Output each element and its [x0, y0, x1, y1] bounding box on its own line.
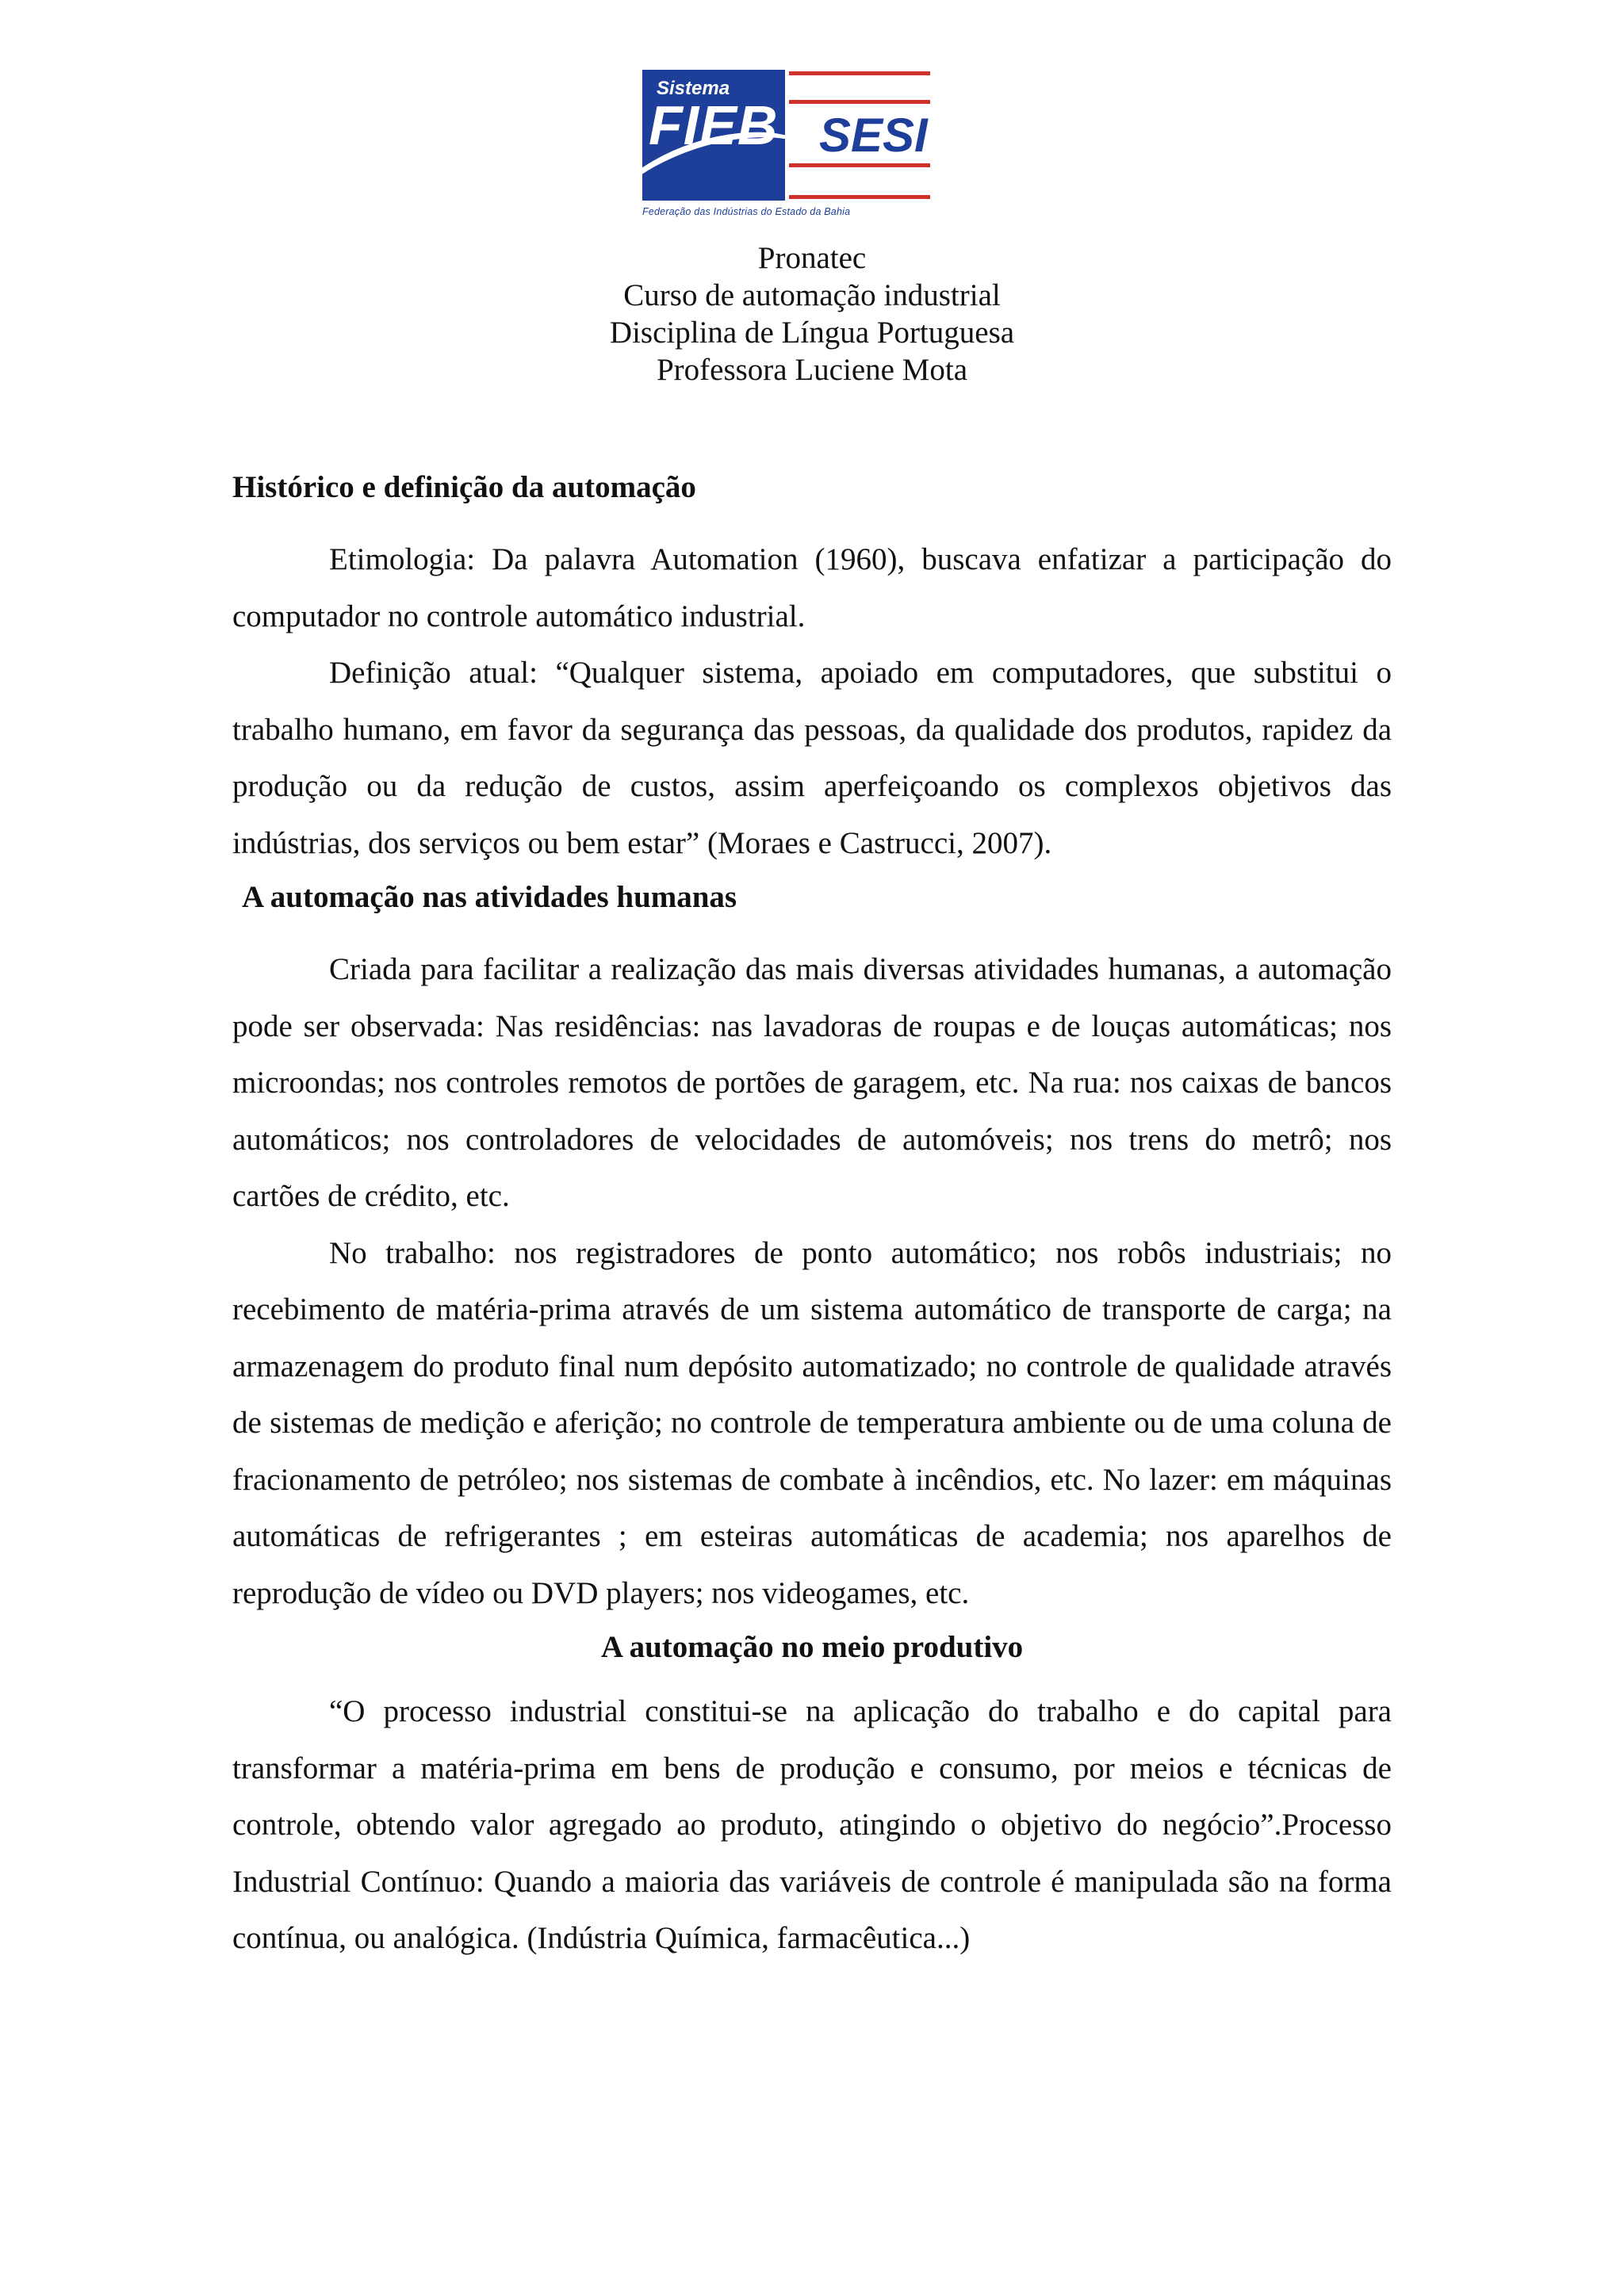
logo-line-top [789, 71, 930, 75]
section-heading-meio-produtivo: A automação no meio produtivo [600, 1630, 1024, 1664]
logo-line-bottom [789, 195, 930, 199]
logo-fieb-text: FIEB [649, 94, 779, 156]
logo-caption: Federação das Indústrias do Estado da Bahia [642, 206, 851, 217]
paragraph-definicao: Definição atual: “Qualquer sistema, apoiado em computadores, que substitui o trabalho humano, em favor da segurança das pessoas, da qualidade dos produtos, rapidez da produção ou da redução de custos, assim aperfeiçoando os complexos objetivos das indústrias, dos serviços ou bem estar” (Moraes e Castrucci, 2007). [232, 656, 1392, 860]
section-heading-atividades: A automação nas atividades humanas [242, 880, 737, 914]
paragraph-etimologia: Etimologia: Da palavra Automation (1960), buscava enfatizar a participação do computador no controle automático industrial. [232, 542, 1392, 633]
header-course: Curso de automação industrial [623, 278, 1001, 312]
header-program: Pronatec [757, 241, 867, 275]
logo-sistema-text: Sistema [657, 78, 730, 99]
sesi-logo-block [789, 70, 930, 201]
logo-line-2 [789, 100, 930, 104]
document-body [232, 468, 1392, 1967]
section-heading-historico: Histórico e definição da automação [232, 470, 696, 504]
logo-sesi-text: SESI [819, 109, 928, 162]
header-professor: Professora Luciene Mota [656, 353, 968, 387]
paragraph-trabalho: No trabalho: nos registradores de ponto automático; nos robôs industriais; no recebimento de matéria-prima através de um sistema automático de transporte de carga; na armazenagem do produto final num depósito automatizado; no controle de qualidade através de sistemas de medição e aferição; no controle de temperatura ambiente ou de uma coluna de fracionamento de petróleo; nos sistemas de combate à incêndios, etc. No lazer: em máquinas automáticas de refrigerantes ; em esteiras automáticas de academia; nos aparelhos de reprodução de vídeo ou DVD players; nos videogames, etc. [232, 1235, 1392, 1610]
paragraph-processo-industrial: “O processo industrial constitui-se na aplicação do trabalho e do capital para transformar a matéria-prima em bens de produção e consumo, por meios e técnicas de controle, obtendo valor agregado ao produto, atingindo o objetivo do negócio”.Processo Industrial Contínuo: Quando a maioria das variáveis de controle é manipulada são na forma contínua, ou analógica. (Indústria Química, farmacêutica...) [232, 1694, 1392, 1955]
document-header [0, 239, 1624, 388]
fieb-sesi-logo [642, 70, 936, 232]
header-discipline: Disciplina de Língua Portuguesa [609, 316, 1015, 350]
paragraph-residencias: Criada para facilitar a realização das mais diversas atividades humanas, a automação pode ser observada: Nas residências: nas lavadoras de roupas e de louças automáticas; nos microondas; nos controles remotos de portões de garagem, etc. Na rua: nos caixas de bancos automáticos; nos controladores de velocidades de automóveis; nos trens do metrô; nos cartões de crédito, etc. [232, 952, 1392, 1213]
fieb-logo-block [642, 70, 785, 201]
logo-line-3 [789, 163, 930, 167]
